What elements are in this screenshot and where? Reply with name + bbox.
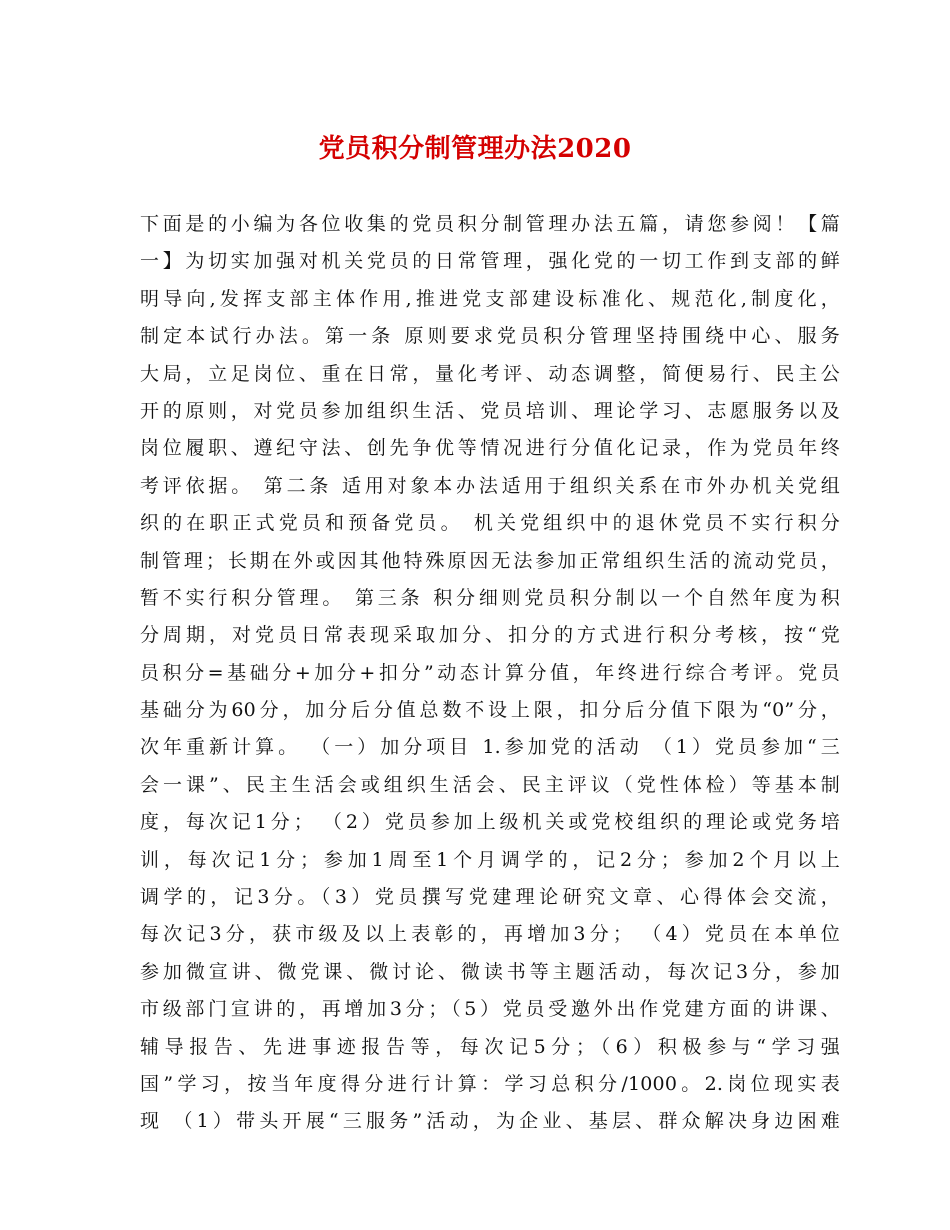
body-text-line: 基础分为60分，加分后分值总数不设上限，扣分后分值下限为“0”分， <box>140 699 840 722</box>
body-text-line: 训，每次记1分；参加1周至1个月调学的，记2分；参加2个月以上 <box>140 848 840 871</box>
body-text-line: 辅导报告、先进事迹报告等，每次记5分；（6）积极参与“学习强 <box>140 1035 840 1058</box>
body-text-line: 参加微宣讲、微党课、微讨论、微读书等主题活动，每次记3分，参加 <box>140 960 840 983</box>
body-text-line: 每次记3分，获市级及以上表彰的，再增加3分； （4）党员在本单位 <box>140 923 840 946</box>
body-text-line: 大局，立足岗位、重在日常，量化考评、动态调整，简便易行、民主公 <box>140 362 840 385</box>
body-text-line: 次年重新计算。 （一）加分项目 1.参加党的活动 （1）党员参加“三 <box>140 736 840 759</box>
body-text-line: 开的原则，对党员参加组织生活、党员培训、理论学习、志愿服务以及 <box>140 399 840 422</box>
body-text-line: 明导向,发挥支部主体作用,推进党支部建设标准化、规范化,制度化， <box>140 287 840 310</box>
document-body <box>140 206 840 1141</box>
body-text-line: 制定本试行办法。第一条 原则要求党员积分管理坚持围绕中心、服务 <box>140 325 840 348</box>
body-text-line: 员积分=基础分+加分+扣分”动态计算分值，年终进行综合考评。党员 <box>140 661 840 684</box>
body-text-line: 调学的，记3分。（3）党员撰写党建理论研究文章、心得体会交流， <box>140 886 840 909</box>
body-text-line: 考评依据。 第二条 适用对象本办法适用于组织关系在市外办机关党组 <box>140 474 840 497</box>
body-text-line: 暂不实行积分管理。 第三条 积分细则党员积分制以一个自然年度为积 <box>140 586 840 609</box>
body-text-line: 下面是的小编为各位收集的党员积分制管理办法五篇，请您参阅！【篇 <box>140 213 840 235</box>
body-text-line: 国”学习，按当年度得分进行计算：学习总积分/1000。2.岗位现实表 <box>140 1072 840 1095</box>
body-text-line: 一】为切实加强对机关党员的日常管理，强化党的一切工作到支部的鲜 <box>140 250 840 273</box>
body-text-line: 分周期，对党员日常表现采取加分、扣分的方式进行积分考核，按“党 <box>140 624 840 647</box>
body-text-line: 岗位履职、遵纪守法、创先争优等情况进行分值化记录，作为党员年终 <box>140 437 840 460</box>
body-text-line: 制管理；长期在外或因其他特殊原因无法参加正常组织生活的流动党员， <box>140 549 840 572</box>
body-text-line: 度，每次记1分； （2）党员参加上级机关或党校组织的理论或党务培 <box>140 811 840 834</box>
body-text-line: 会一课”、民主生活会或组织生活会、民主评议（党性体检）等基本制 <box>140 773 840 796</box>
body-text-line: 织的在职正式党员和预备党员。 机关党组织中的退休党员不实行积分 <box>140 512 840 535</box>
body-text-line: 市级部门宣讲的，再增加3分；（5）党员受邀外出作党建方面的讲课、 <box>140 998 840 1021</box>
document-title: 党员积分制管理办法2020 <box>318 134 632 164</box>
body-text-line: 现 （1）带头开展“三服务”活动，为企业、基层、群众解决身边困难 <box>140 1110 840 1133</box>
